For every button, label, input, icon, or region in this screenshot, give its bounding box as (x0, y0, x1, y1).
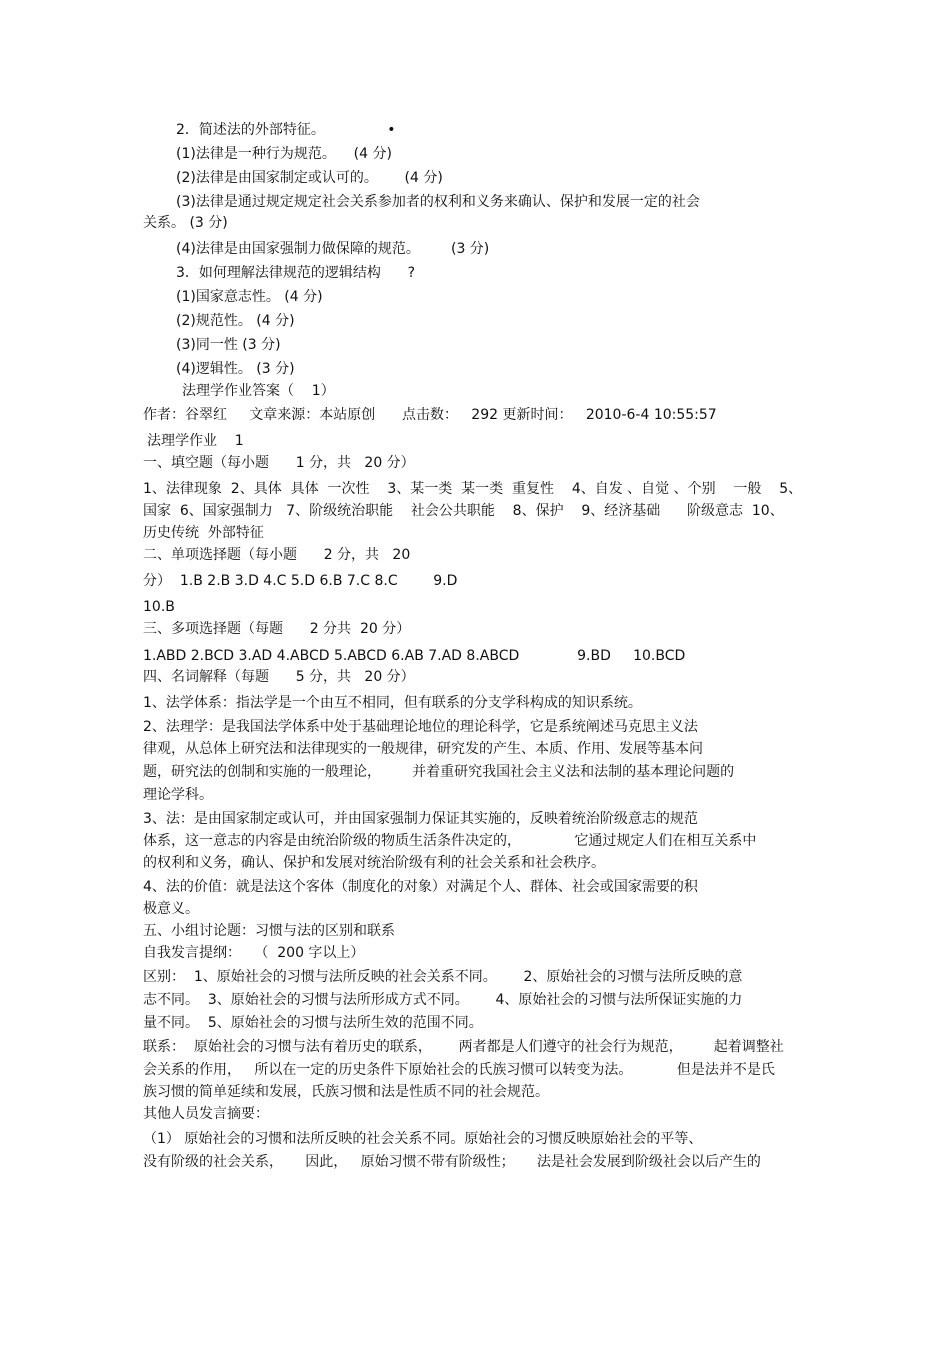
text-line: (4)法律是由国家强制力做保障的规范。 (3 分) (176, 241, 490, 257)
text-line: 极意义。 (143, 901, 199, 917)
text-line: (2)规范性。 (4 分) (176, 313, 295, 329)
text-line: 关系。 (3 分) (143, 215, 228, 231)
text-line: 其他人员发言摘要： (143, 1106, 269, 1122)
text-line: 五、小组讨论题：习惯与法的区别和联系 (143, 923, 395, 939)
text-line: 体系，这一意志的内容是由统治阶级的物质生活条件决定的， 它通过规定人们在相互关系中 (143, 833, 757, 849)
text-line: 2、法理学：是我国法学体系中处于基础理论地位的理论科学，它是系统阐述马克思主义法 (143, 719, 698, 735)
text-line: 作者：谷翠红 文章来源：本站原创 点击数： 292 更新时间： 2010-6-4 10:55:57 (143, 407, 717, 423)
text-line: 族习惯的简单延续和发展，氏族习惯和法是性质不同的社会规范。 (143, 1084, 549, 1100)
text-line: 四、名词解释（每题 5 分，共 20 分） (143, 669, 415, 685)
text-line: 会关系的作用， 所以在一定的历史条件下原始社会的氏族习惯可以转变为法。 但是法并不是氏 (143, 1062, 775, 1078)
text-line: 分） 1.B 2.B 3.D 4.C 5.D 6.B 7.C 8.C 9.D (143, 573, 458, 589)
text-line: 国家 6、国家强制力 7、阶级统治职能 社会公共职能 8、保护 9、经济基础 阶级意志 10、 (143, 503, 784, 519)
text-line: 历史传统 外部特征 (143, 525, 264, 541)
text-line: 三、多项选择题（每题 2 分共 20 分） (143, 621, 411, 637)
text-line: 法理学作业 1 (147, 433, 244, 449)
text-line: (3)同一性 (3 分) (176, 337, 281, 353)
text-line: 量不同。 5、原始社会的习惯与法所生效的范围不同。 (143, 1015, 483, 1031)
text-line: (1)法律是一种行为规范。 (4 分) (176, 146, 392, 162)
text-line: 3、法：是由国家制定或认可，并由国家强制力保证其实施的，反映着统治阶级意志的规范 (143, 811, 698, 827)
text-line: 1、法律现象 2、具体 具体 一次性 3、某一类 某一类 重复性 4、自发 、自觉 、个别 一般 5、 (143, 481, 803, 497)
text-line: 自我发言提纲： （ 200 字以上） (143, 945, 365, 961)
text-line: 二、单项选择题（每小题 2 分，共 20 (143, 547, 411, 563)
text-line: 1.ABD 2.BCD 3.AD 4.ABCD 5.ABCD 6.AB 7.AD 8.ABCD 9.BD 10.BCD (143, 648, 686, 664)
text-line: (2)法律是由国家制定或认可的。 (4 分) (176, 170, 443, 186)
text-line: 理论学科。 (143, 787, 213, 803)
text-line: （1） 原始社会的习惯和法所反映的社会关系不同。原始社会的习惯反映原始社会的平等、 (143, 1131, 703, 1147)
text-line: 一、填空题（每小题 1 分，共 20 分） (143, 455, 415, 471)
text-line: 区别： 1、原始社会的习惯与法所反映的社会关系不同。 2、原始社会的习惯与法所反映的意 (143, 969, 743, 985)
text-line: (4)逻辑性。 (3 分) (176, 361, 295, 377)
text-line: 没有阶级的社会关系， 因此， 原始习惯不带有阶级性； 法是社会发展到阶级社会以后产生的 (143, 1154, 761, 1170)
text-line: 4、法的价值：就是法这个客体（制度化的对象）对满足个人、群体、社会或国家需要的积 (143, 879, 698, 895)
text-line: 1、法学体系：指法学是一个由互不相同，但有联系的分支学科构成的知识系统。 (143, 695, 642, 711)
text-line: 志不同。 3、原始社会的习惯与法所形成方式不同。 4、原始社会的习惯与法所保证实施的力 (143, 992, 743, 1008)
text-line: 联系： 原始社会的习惯与法有着历史的联系， 两者都是人们遵守的社会行为规范， 起着调整社 (143, 1039, 784, 1055)
text-line: 的权利和义务，确认、保护和发展对统治阶级有利的社会关系和社会秩序。 (143, 855, 605, 871)
text-line: 题，研究法的创制和实施的一般理论， 并着重研究我国社会主义法和法制的基本理论问题的 (143, 764, 735, 780)
text-line: 法理学作业答案（ 1） (182, 383, 335, 399)
text-line: 律观，从总体上研究法和法律现实的一般规律，研究发的产生、本质、作用、发展等基本问 (143, 741, 703, 757)
text-line: 2．简述法的外部特征。 • (176, 122, 396, 138)
text-line: 3．如何理解法律规范的逻辑结构 ? (176, 265, 416, 281)
text-line: 10.B (143, 599, 175, 615)
text-line: (3)法律是通过规定规定社会关系参加者的权利和义务来确认、保护和发展一定的社会 (176, 194, 700, 210)
text-line: (1)国家意志性。 (4 分) (176, 289, 323, 305)
